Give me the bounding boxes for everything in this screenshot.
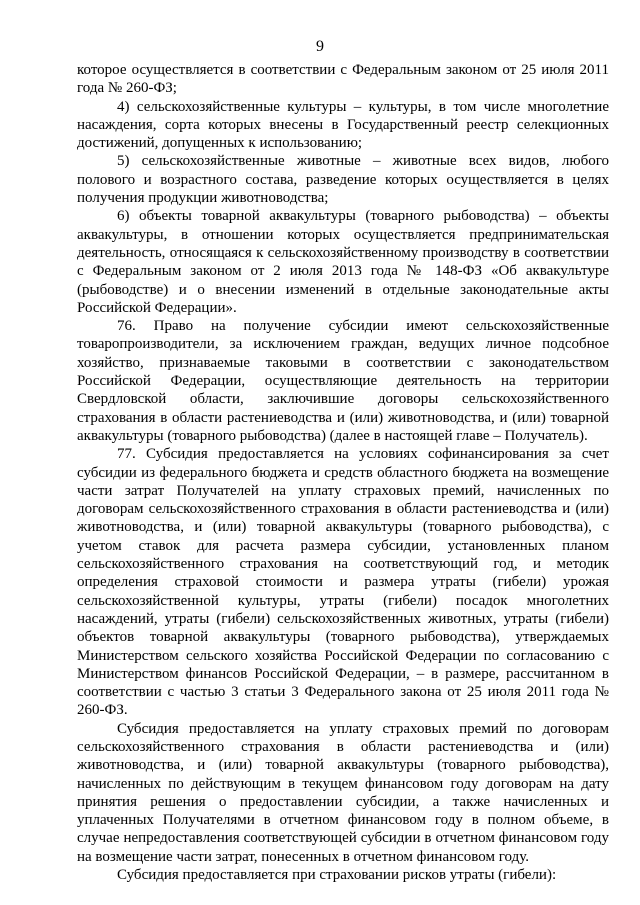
paragraph-item-5: 5) сельскохозяйственные животные – животные всех видов, любого полового и возрастного состава, разведение которых осуществляется в целях получения продукции животноводства; — [77, 153, 609, 207]
paragraph-subsidy-risks: Субсидия предоставляется при страховании рисков утраты (гибели): — [117, 867, 557, 884]
paragraph-subsidy-premiums: Субсидия предоставляется на уплату страховых премий по договорам сельскохозяйственного страхования в области растениеводства и (или) животноводства, и (или) товарной аквакультуры (товарного рыбоводства), начисленных по действующим в текущем финансовом году договорам на дату принятия решения о предоставлении субсидии, а также начисленных и уплаченных Получателями в отчетном финансовом году в полном объеме, в случае непредоставления соответствующей субсидии в отчетном финансовом году на возмещение части затрат, понесенных в отчетном финансовом году. — [77, 720, 609, 865]
paragraph-77: 77. Субсидия предоставляется на условиях софинансирования за счет субсидии из федерального бюджета и средств областного бюджета на возмещение части затрат Получателей на уплату страховых премий, начисленных по договорам сельскохозяйственного страхования в области растениеводства и (или) животноводства, и (или) товарной аквакультуры (товарного рыбоводства), с учетом ставок для расчета размера субсидии, установленных планом сельскохозяйственного страхования на соответствующий год, и методик определения страховой стоимости и размера утраты (гибели) урожая сельскохозяйственной культуры, утраты (гибели) посадок многолетних насаждений, утраты (гибели) сельскохозяйственных животных, утраты (гибели) объектов товарной аквакультуры (товарного рыбоводства), утверждаемых Министерством сельского хозяйства Российской Федерации по согласованию с Министерством финансов Российской Федерации, – в размере, рассчитанном в соответствии с частью 3 статьи 3 Федерального закона от 25 июля 2011 года № 260-ФЗ. — [77, 446, 609, 719]
page-number: 9 — [316, 38, 324, 55]
paragraph-item-4: 4) сельскохозяйственные культуры – культуры, в том числе многолетние насаждения, сорта которых внесены в Государственный реестр селекционных достижений, допущенных к использованию; — [77, 98, 609, 152]
paragraph-76: 76. Право на получение субсидии имеют сельскохозяйственные товаропроизводители, за исключением граждан, ведущих личное подсобное хозяйство, признаваемые таковыми в соответствии с законодательством Российской Федерации, осуществляющие деятельность на территории Свердловской области, заключившие договоры сельскохозяйственного страхования в области растениеводства и (или) животноводства, и (или) товарной аквакультуры (товарного рыбоводства) (далее в настоящей главе – Получатель). — [77, 318, 609, 444]
paragraph-item-6: 6) объекты товарной аквакультуры (товарного рыбоводства) – объекты аквакультуры, в отношении которых осуществляется предпринимательская деятельность, относящаяся к сельскохозяйственному производству в соответствии с Федеральным законом от 2 июля 2013 года № 148-ФЗ «Об аквакультуре (рыбоводстве) и о внесении изменений в отдельные законодательные акты Российской Федерации». — [77, 208, 609, 316]
paragraph-continuation: которое осуществляется в соответствии с Федеральным законом от 25 июля 2011 года № 260-ФЗ; — [77, 62, 609, 97]
document-body — [77, 61, 609, 884]
